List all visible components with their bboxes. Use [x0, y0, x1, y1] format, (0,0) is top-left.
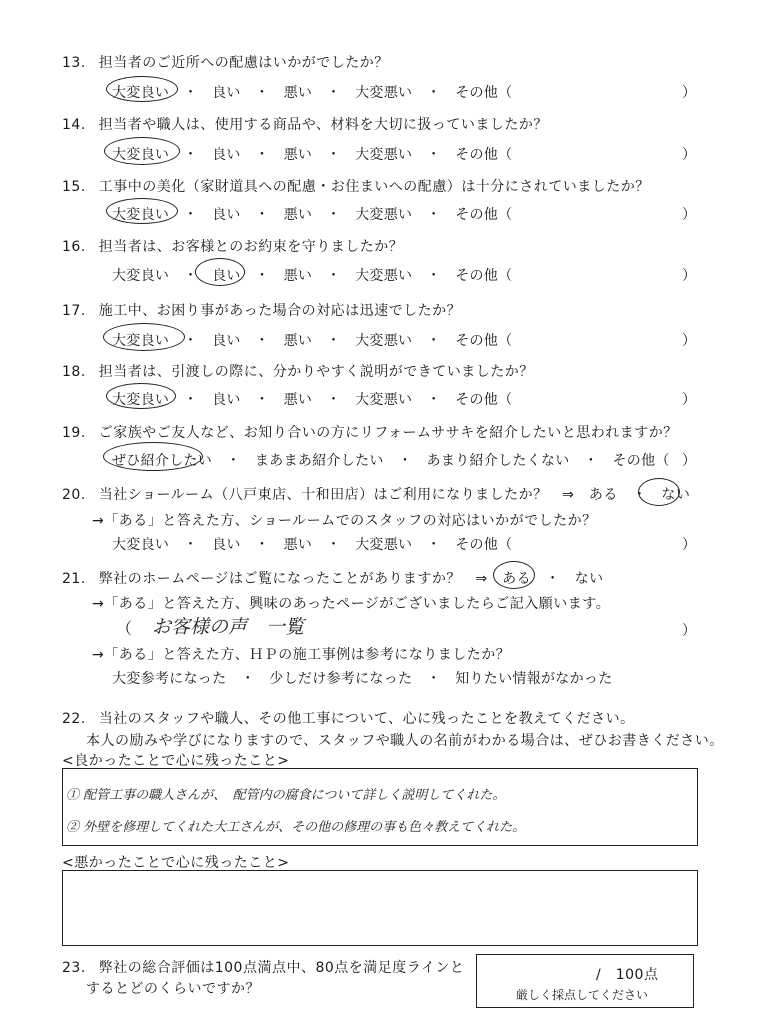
answer-circle-21 — [493, 561, 535, 589]
question-23 — [62, 957, 464, 977]
answer-circle-13 — [106, 76, 178, 102]
bad-comment-box[interactable] — [62, 870, 698, 946]
close-paren-18: ） — [682, 392, 696, 408]
close-paren-16: ） — [682, 268, 696, 284]
referral-options-19[interactable]: ぜひ紹介したい ・ まあまあ紹介したい ・ あまり紹介したくない ・ その他（ — [112, 453, 670, 469]
rating-options-16[interactable]: 大変良い ・ 良い ・ 悪い ・ 大変悪い ・ その他（ — [112, 268, 513, 284]
good-comment-line-2: ② 外壁を修理してくれた大工さんが、その他の修理の事も色々教えてくれた。 — [66, 820, 526, 835]
close-paren-21: ） — [682, 623, 696, 639]
question-number: 23. — [62, 960, 86, 976]
question-number: 20. — [62, 487, 86, 503]
question-number: 18. — [62, 364, 86, 380]
rating-options-14[interactable]: 大変良い ・ 良い ・ 悪い ・ 大変悪い ・ その他（ — [112, 147, 513, 163]
question-15 — [62, 176, 650, 196]
question-text: 当社ショールーム（八戸東店、十和田店）はご利用になりましたか？ ⇒ ある ・ ない — [98, 487, 691, 503]
question-text: 弊社の総合評価は100点満点中、80点を満足度ラインと — [98, 960, 465, 976]
question-16 — [62, 236, 403, 256]
good-comment-line-1: ① 配管工事の職人さんが、 配管内の腐食について詳しく説明してくれた。 — [66, 788, 506, 803]
reference-options-21[interactable]: 大変参考になった ・ 少しだけ参考になった ・ 知りたい情報がなかった — [112, 671, 613, 687]
question-text: 施工中、お困り事があった場合の対応は迅速でしたか？ — [98, 303, 462, 319]
question-20 — [62, 484, 690, 504]
answer-circle-18 — [106, 383, 176, 409]
score-text: / 100点 — [596, 967, 659, 983]
close-paren-20: ） — [682, 537, 696, 553]
q20-sub-question: →「ある」と答えた方、ショールームでのスタッフの対応はいかがでしたか？ — [92, 513, 597, 529]
question-number: 14. — [62, 117, 86, 133]
q21-handwritten-answer[interactable]: お客様の声 一覧 — [152, 616, 305, 638]
question-13 — [62, 52, 389, 72]
rating-options-13[interactable]: 大変良い ・ 良い ・ 悪い ・ 大変悪い ・ その他（ — [112, 85, 513, 101]
question-17 — [62, 300, 461, 320]
question-text: 担当者は、お客様とのお約束を守りましたか？ — [98, 239, 404, 255]
close-paren-15: ） — [682, 207, 696, 223]
question-number: 16. — [62, 239, 86, 255]
question-18 — [62, 361, 534, 381]
q22-note: 本人の励みや学びになりますので、スタッフや職人の名前がわかる場合は、ぜひお書きください。 — [86, 733, 724, 749]
question-text: ご家族やご友人など、お知り合いの方にリフォームササキを紹介したいと思われますか？ — [98, 425, 678, 441]
question-22 — [62, 708, 635, 728]
question-text: 弊社のホームページはご覧になったことがありますか？ ⇒ ある ・ ない — [98, 571, 604, 587]
question-text: 担当者は、引渡しの際に、分かりやすく説明ができていましたか？ — [98, 364, 534, 380]
bad-heading: <悪かったことで心に残ったこと> — [62, 855, 290, 871]
question-text: 工事中の美化（家財道具への配慮・お住まいへの配慮）は十分にされていましたか？ — [98, 179, 650, 195]
question-text: 担当者のご近所への配慮はいかがでしたか？ — [98, 55, 389, 71]
q21-sub-question-2: →「ある」と答えた方、ＨＰの施工事例は参考になりましたか？ — [92, 647, 511, 663]
question-14 — [62, 114, 548, 134]
close-paren-17: ） — [682, 333, 696, 349]
question-number: 19. — [62, 425, 86, 441]
answer-circle-15 — [106, 198, 178, 224]
rating-options-17[interactable]: 大変良い ・ 良い ・ 悪い ・ 大変悪い ・ その他（ — [112, 333, 513, 349]
question-number: 22. — [62, 711, 86, 727]
question-number: 17. — [62, 303, 86, 319]
close-paren-13: ） — [682, 85, 696, 101]
q21-open-paren: （ — [116, 619, 133, 638]
close-paren-19: ） — [682, 453, 696, 469]
close-paren-14: ） — [682, 147, 696, 163]
rating-options-15[interactable]: 大変良い ・ 良い ・ 悪い ・ 大変悪い ・ その他（ — [112, 207, 513, 223]
question-text: 担当者や職人は、使用する商品や、材料を大切に扱っていましたか？ — [98, 117, 548, 133]
rating-options-18[interactable]: 大変良い ・ 良い ・ 悪い ・ 大変悪い ・ その他（ — [112, 392, 513, 408]
q21-sub-question-1: →「ある」と答えた方、興味のあったページがございましたらご記入願います。 — [92, 596, 611, 612]
rating-options-20[interactable]: 大変良い ・ 良い ・ 悪い ・ 大変悪い ・ その他（ — [112, 537, 513, 553]
good-heading: <良かったことで心に残ったこと> — [62, 753, 290, 769]
answer-circle-16 — [195, 258, 245, 286]
question-text: 当社のスタッフや職人、その他工事について、心に残ったことを教えてください。 — [98, 711, 635, 727]
question-19 — [62, 422, 678, 442]
answer-circle-17 — [103, 323, 185, 351]
answer-circle-19 — [103, 442, 203, 471]
question-number: 13. — [62, 55, 86, 71]
question-number: 15. — [62, 179, 86, 195]
question-number: 21. — [62, 571, 86, 587]
answer-circle-20 — [638, 478, 680, 506]
score-note: 厳しく採点してください — [516, 988, 649, 1002]
answer-circle-14 — [104, 137, 180, 165]
question-23-line-2: するとどのくらいですか？ — [86, 981, 260, 997]
